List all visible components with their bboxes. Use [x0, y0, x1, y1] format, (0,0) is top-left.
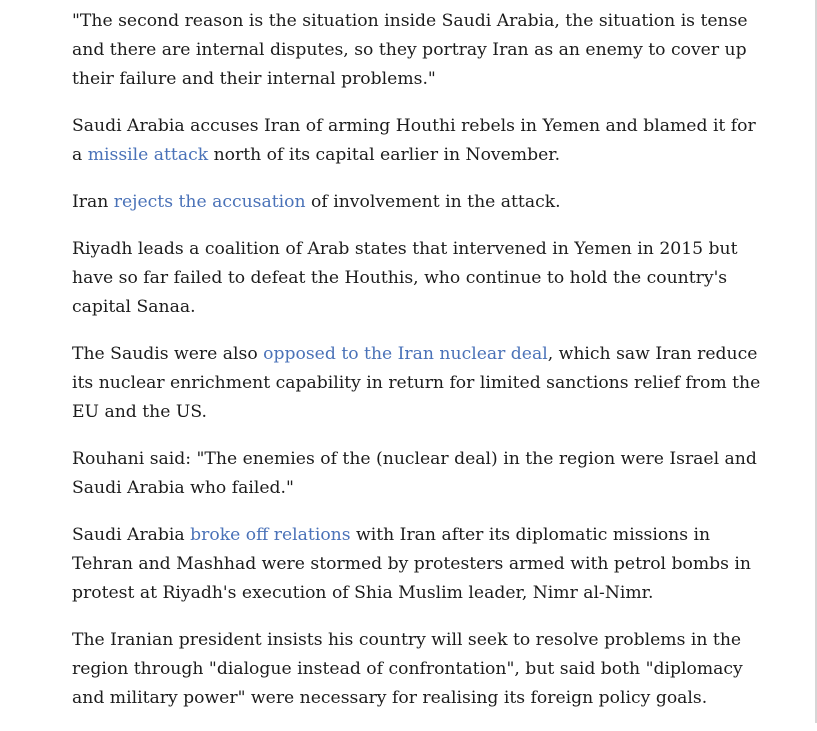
paragraph-text-after: , which saw Iran reduce its nuclear enrichment capability in return for limited sanctions relief from the EU and the US.: [72, 344, 761, 422]
paragraph-iran-rejects: [72, 188, 762, 217]
paragraph-text: Rouhani said: "The enemies of the (nuclear deal) in the region were Israel and Saudi Arabia who failed.": [72, 449, 757, 498]
paragraph-iranian-president: [72, 626, 762, 713]
broke-off-relations-link[interactable]: broke off relations: [190, 525, 351, 545]
paragraph-text: Riyadh leads a coalition of Arab states that intervened in Yemen in 2015 but have so far failed to defeat the Houthis, who continue to hold the country's capital Sanaa.: [72, 239, 738, 317]
paragraph-text: "The second reason is the situation inside Saudi Arabia, the situation is tense and there are internal disputes, so they portray Iran as an enemy to cover up their failure and their internal problems.": [72, 11, 748, 89]
paragraph-text: The Iranian president insists his country will seek to resolve problems in the region through "dialogue instead of confrontation", but said both "diplomacy and military power" were necessary for realising its foreign policy goals.: [72, 630, 743, 708]
paragraph-rouhani-quote: [72, 445, 762, 503]
paragraph-text-before: The Saudis were also: [72, 344, 264, 364]
rejects-accusation-link[interactable]: rejects the accusation: [113, 192, 306, 212]
paragraph-riyadh-coalition: [72, 235, 762, 322]
paragraph-nuclear-deal: [72, 340, 762, 427]
article-body: [72, 7, 762, 731]
missile-attack-link[interactable]: missile attack: [87, 145, 209, 165]
paragraph-saudi-accuses: [72, 112, 762, 170]
paragraph-text-before: Saudi Arabia: [72, 525, 191, 545]
paragraph-broke-relations: [72, 521, 762, 608]
paragraph-text-before: Iran: [72, 192, 114, 212]
paragraph-text-after: of involvement in the attack.: [305, 192, 561, 212]
nuclear-deal-link[interactable]: opposed to the Iran nuclear deal: [263, 344, 548, 364]
paragraph-second-reason: [72, 7, 762, 94]
paragraph-text-after: north of its capital earlier in November.: [208, 145, 561, 165]
paragraph-text-after: with Iran after its diplomatic missions in Tehran and Mashhad were stormed by protesters armed with petrol bombs in protest at Riyadh's execution of Shia Muslim leader, Nimr al-Nimr.: [72, 525, 751, 603]
paragraph-text-before: Saudi Arabia accuses Iran of arming Houthi rebels in Yemen and blamed it for a: [72, 116, 756, 165]
